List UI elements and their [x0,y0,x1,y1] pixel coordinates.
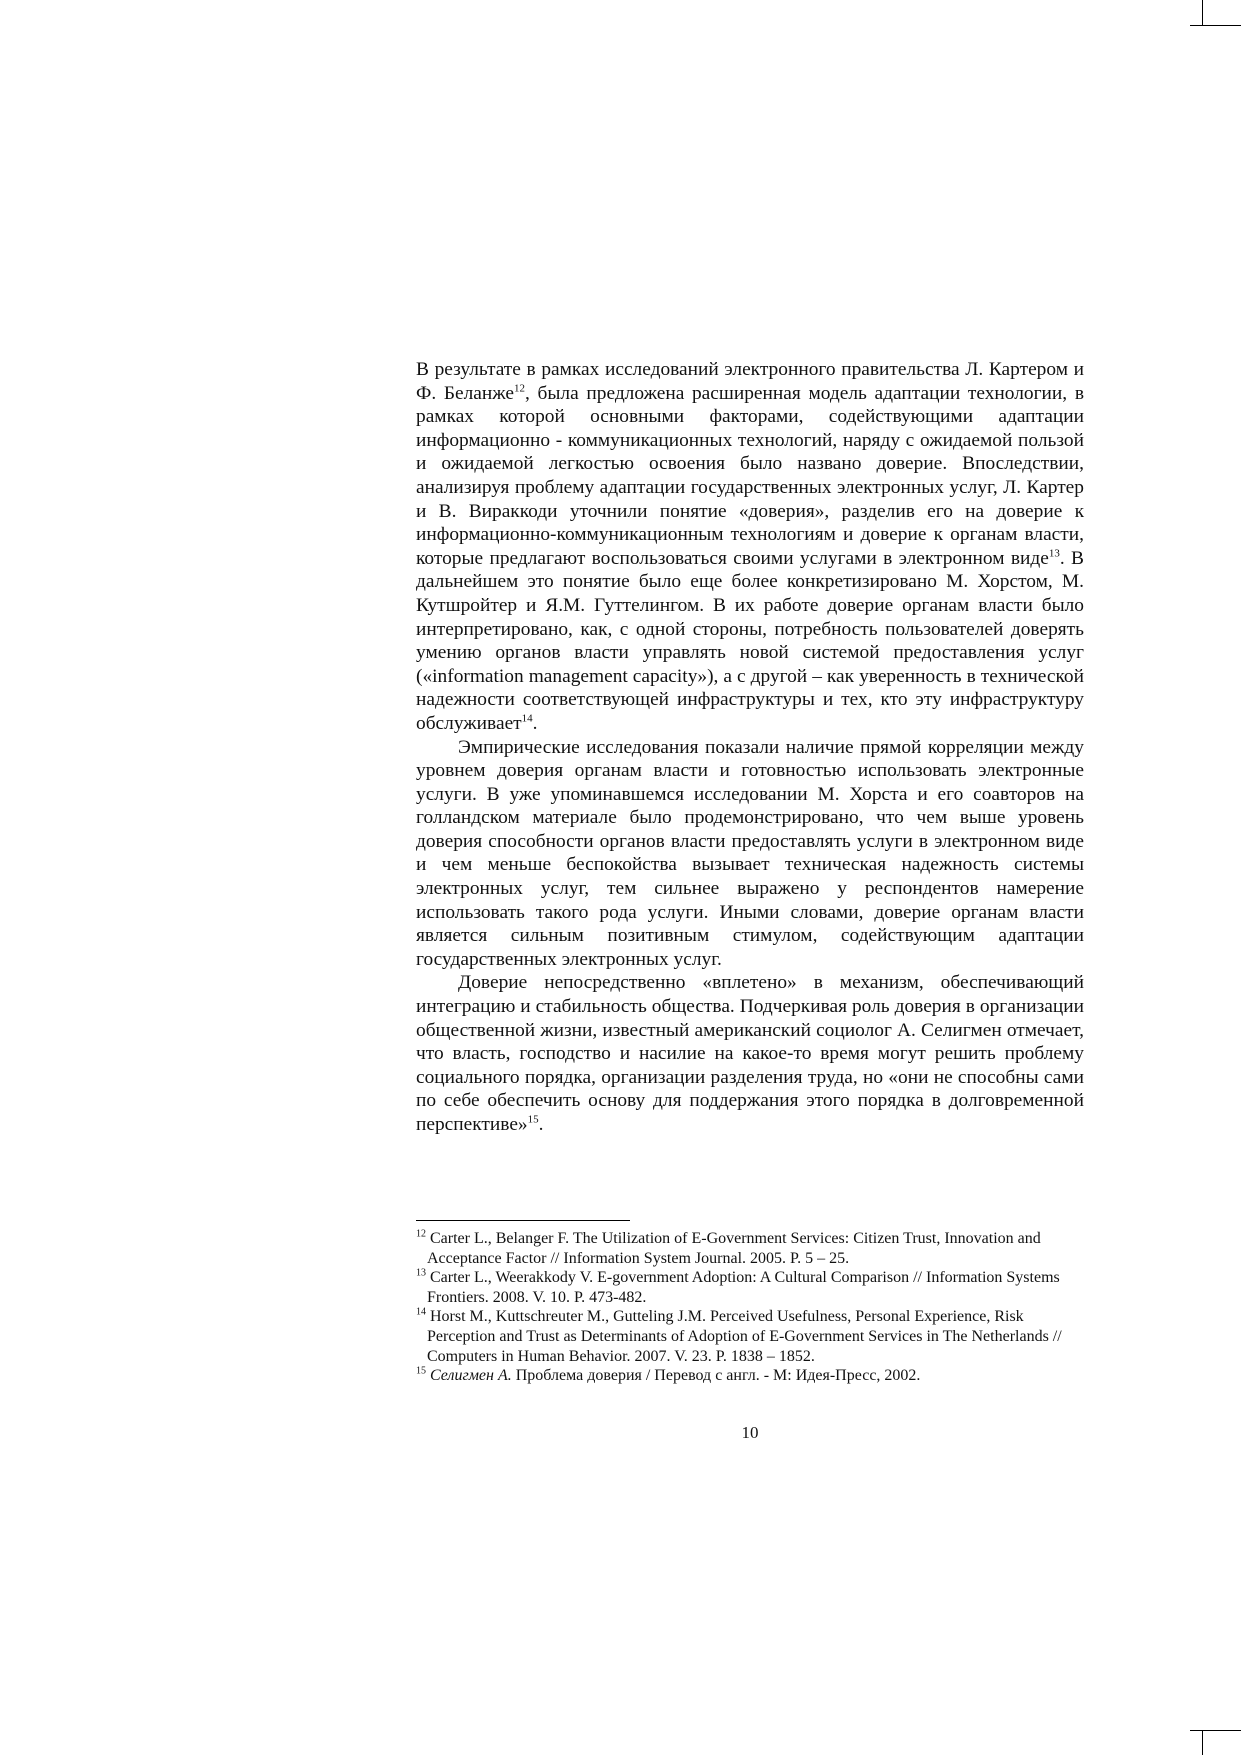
footnote-separator [416,1220,630,1221]
paragraph-text: . В дальнейшем это понятие было еще более конкретизировано М. Хорстом, М. Кутшройтер и Я.М. Гуттелингом. В их работе доверие органам власти было интерпретировано, как, с одной стороны, потребность пользователей доверять умению органов власти управлять новой системой предоставления услуг («information management capacity»), а с другой – как уверенность в технической надежности соответствующей инфраструктуры и тех, кто эту инфраструктуру обслуживает [416,547,1084,734]
crop-mark-top-horizontal [1190,25,1241,26]
footnotes [416,1229,1084,1386]
footnote-text: Horst M., Kuttschreuter M., Gutteling J.M. Perceived Usefulness, Personal Experience, Risk Perception and Trust as Determinants of Adoption of E-Government Services in The Netherlands // Computers in Human Behavior. 2007. V. 23. P. 1838 – 1852. [427,1308,1062,1365]
footnote-13 [416,1268,1084,1307]
footnote-reference-14: 14 [521,712,533,725]
footnote-author: Селигмен А. [430,1367,512,1385]
footnote-number: 14 [416,1307,426,1319]
body-text [416,358,1084,1137]
crop-mark-top-vertical [1202,0,1203,26]
paragraph-2 [416,736,1084,972]
footnote-text: Проблема доверия / Перевод с англ. - М: Идея-Пресс, 2002. [511,1367,921,1385]
footnote-15 [416,1366,1084,1386]
paragraph-1 [416,358,1084,736]
footnote-text: Carter L., Belanger F. The Utilization of E-Government Services: Citizen Trust, Innovation and Acceptance Factor // Information System Journal. 2005. P. 5 – 25. [427,1230,1041,1267]
paragraph-text: Эмпирические исследования показали наличие прямой корреляции между уровнем доверия органам власти и готовностью использовать электронные услуги. В уже упоминавшемся исследовании М. Хорста и его соавторов на голландском материале было продемонстрировано, что чем выше уровень доверия способности органов власти предоставлять услуги в электронном виде и чем меньше беспокойства вызывает техническая надежность системы электронных услуг, тем сильнее выражено у респондентов намерение использовать такого рода услуги. Иными словами, доверие органам власти является сильным позитивным стимулом, содействующим адаптации государственных электронных услуг. [416,736,1084,970]
paragraph-text: . [532,712,538,734]
footnote-number: 13 [416,1267,426,1279]
paragraph-text: В результате в рамках исследований электронного правительства Л. Картером и Ф. Беланже [416,359,1084,404]
page-number: 10 [741,1423,759,1442]
footnote-14 [416,1307,1084,1366]
footnote-reference-13: 13 [1048,547,1060,560]
footnote-text: Carter L., Weerakkody V. E-government Adoption: A Cultural Comparison // Information Systems Frontiers. 2008. V. 10. P. 473-482. [427,1269,1060,1306]
footnote-number: 15 [416,1365,426,1377]
footnote-reference-12: 12 [514,382,525,395]
crop-mark-bottom-vertical [1202,1730,1203,1755]
paragraph-text: Доверие непосредственно «вплетено» в механизм, обеспечивающий интеграцию и стабильность общества. Подчеркивая роль доверия в организации общественной жизни, известный американский социолог А. Селигмен отмечает, что власть, господство и насилие на какое-то время могут решить проблему социального порядка, организации разделения труда, но «они не способны сами по себе обеспечить основу для поддержания этого порядка в долговременной перспективе» [416,972,1084,1135]
crop-mark-bottom-horizontal [1190,1730,1241,1731]
footnote-reference-15: 15 [527,1113,539,1126]
paragraph-text: . [538,1114,544,1135]
footnote-12 [416,1229,1084,1268]
footnote-number: 12 [416,1228,426,1240]
paragraph-text: , была предложена расширенная модель адаптации технологии, в рамках которой основными факторами, содействующими адаптации информационно - коммуникационных технологий, наряду с ожидаемой пользой и ожидаемой легкостью освоения было названо доверие. Впоследствии, анализируя проблему адаптации государственных электронных услуг, Л. Картер и В. Вираккоди уточнили понятие «доверия», разделив его на доверие к информационно-коммуникационным технологиям и доверие к органам власти, которые предлагают воспользоваться своими услугами в электронном виде [416,382,1084,569]
paragraph-3 [416,971,1084,1136]
